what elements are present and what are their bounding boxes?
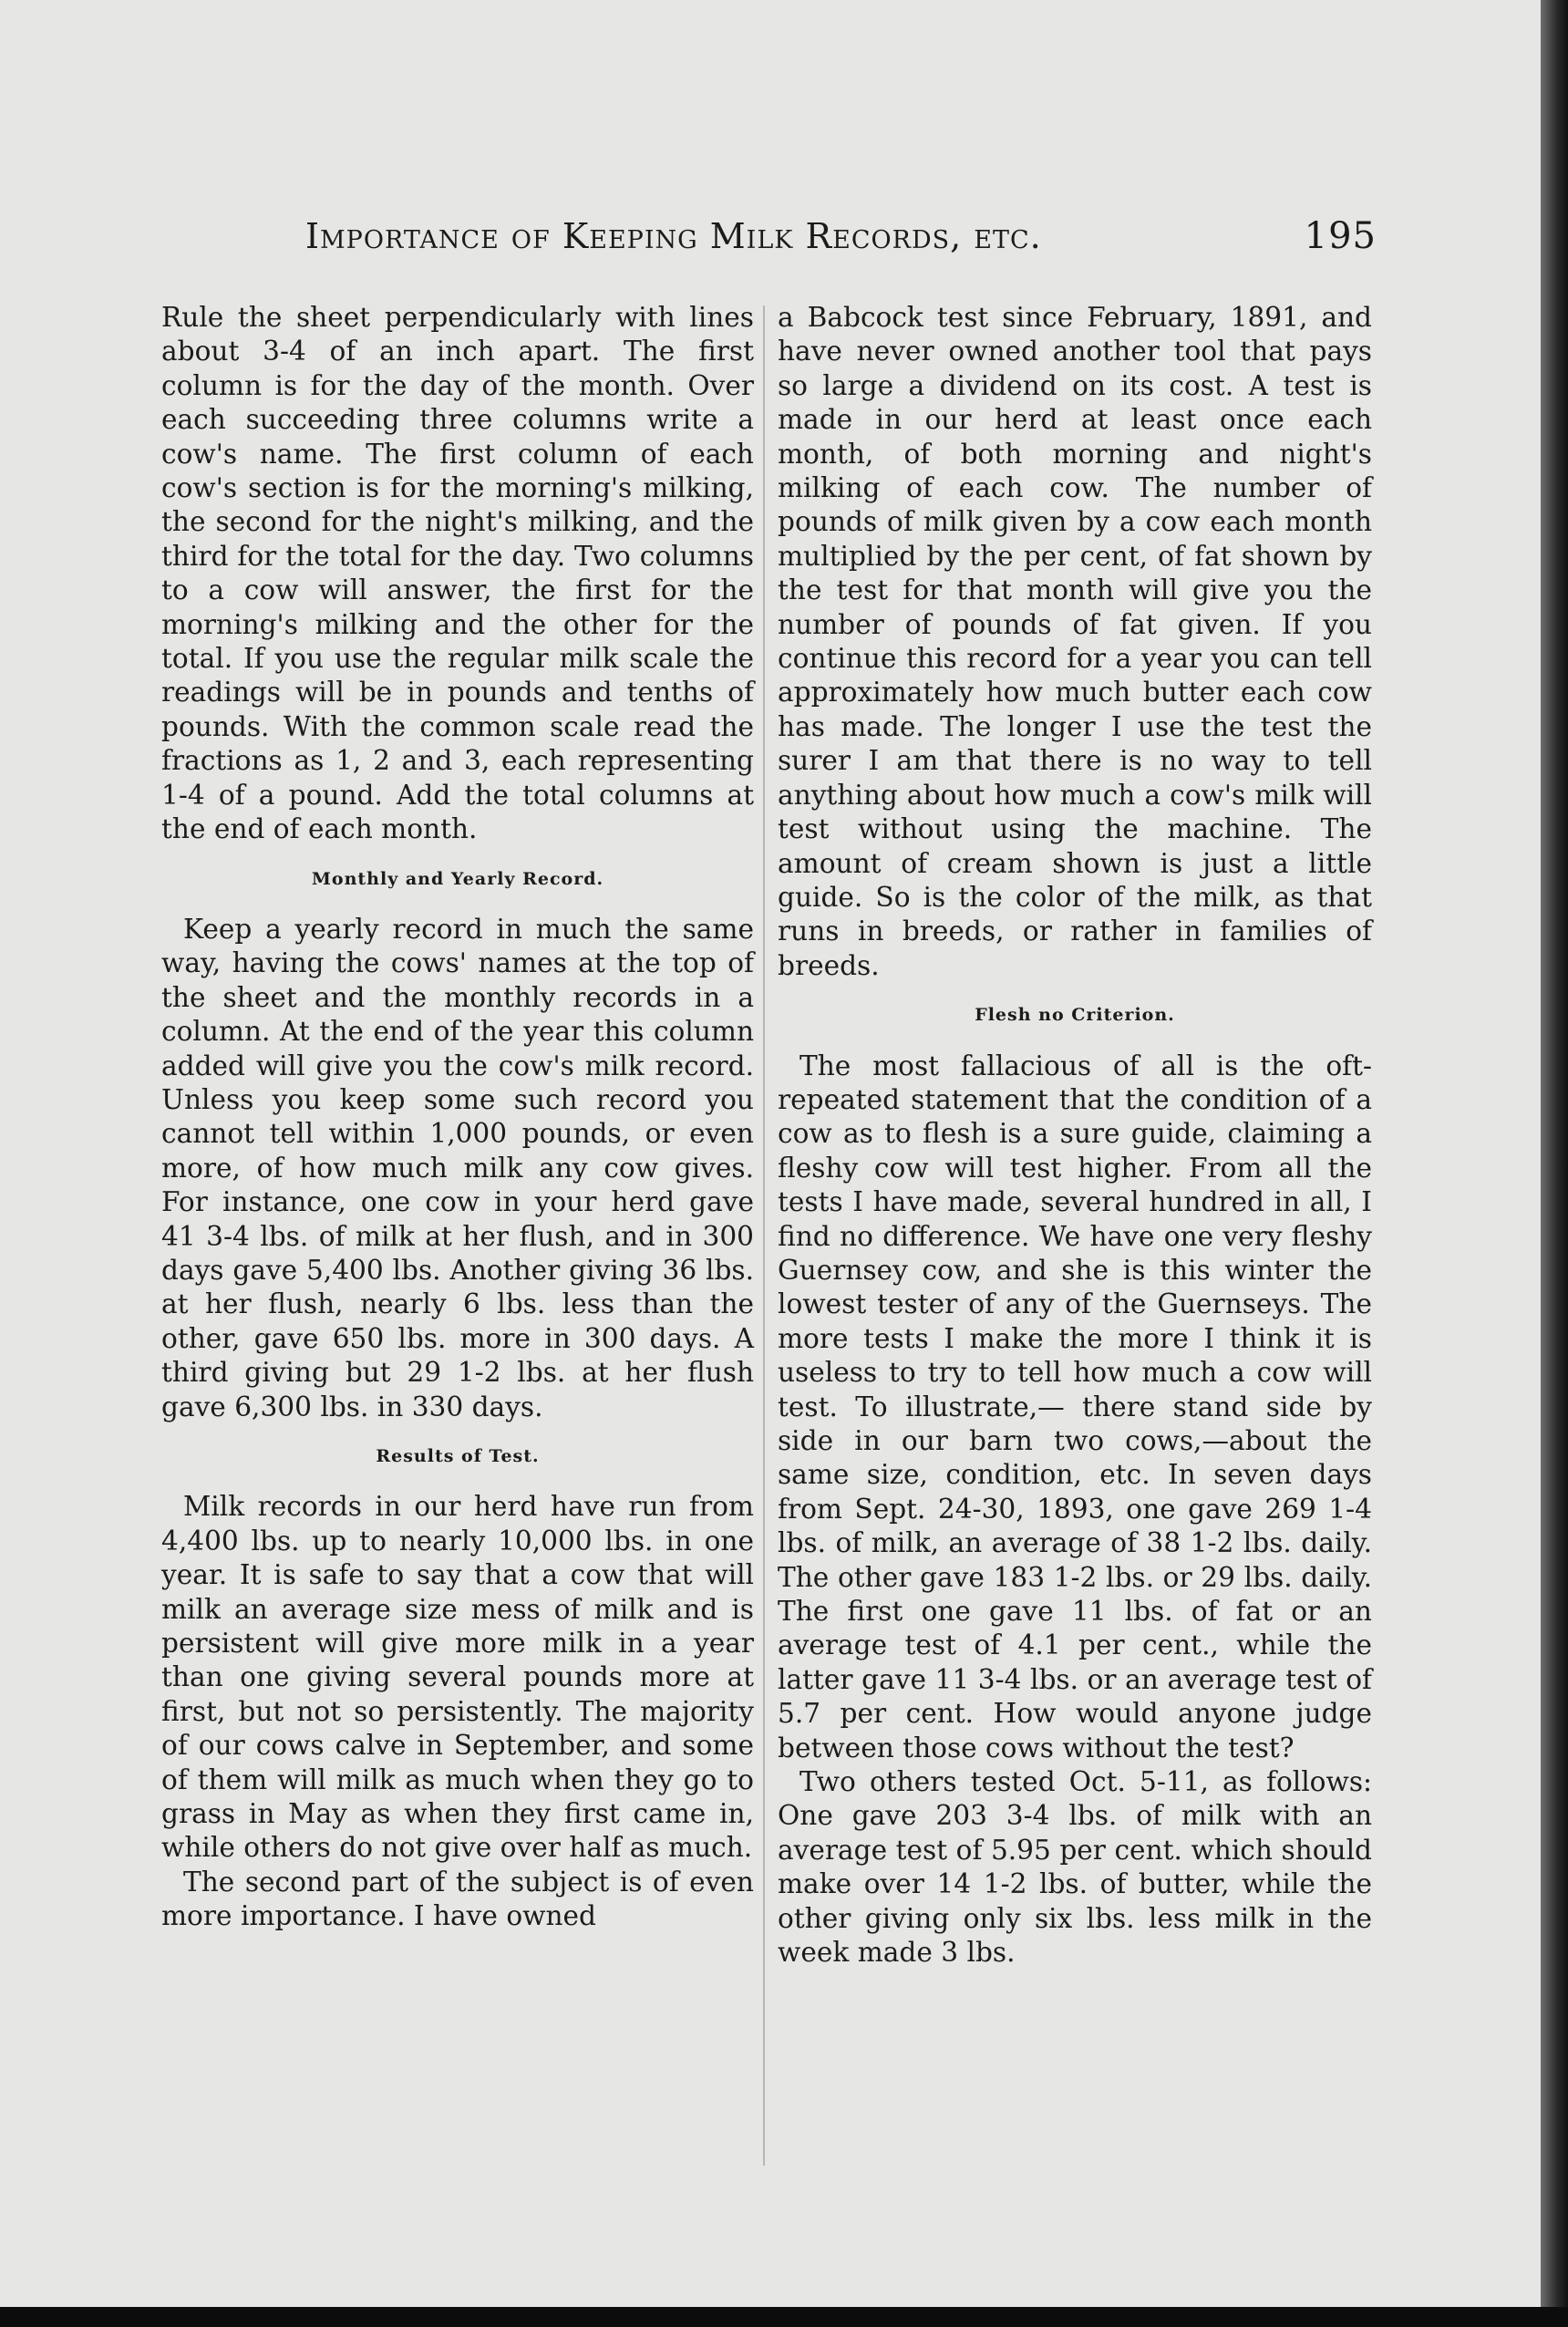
paragraph: The most fallacious of all is the oft-repeated statement that the condition of a cow as to flesh is a sure guide, claiming a fleshy cow will test higher. From all the tests I have made, several hundred in all, I find no difference. We have one very fleshy Guernsey cow, and she is this winter the lowest tester of any of the Guernseys. The more tests I make the more I think it is useless to try to tell how much a cow will test. To illustrate,— there stand side by side in our barn two cows,—about the same size, condition, etc. In seven days from Sept. 24-30, 1893, one gave 269 1-4 lbs. of milk, an average of 38 1-2 lbs. daily. The other gave 183 1-2 lbs. or 29 lbs. daily. The first one gave 11 lbs. of fat or an average test of 4.1 per cent., while the latter gave 11 3-4 lbs. or an average test of 5.7 per cent. How would anyone judge between those cows without the test? (778, 1050, 1372, 1763)
paragraph: a Babcock test since February, 1891, and have never owned another tool that pays so large a dividend on its cost. A test is made in our herd at least once each month, of both morning and night's milking of each cow. The number of pounds of milk given by a cow each month multiplied by the per cent, of fat shown by the test for that month will give you the number of pounds of fat given. If you continue this record for a year you can tell approximately how much butter each cow has made. The longer I use the test the surer I am that there is no way to tell anything about how much a cow's milk will test without using the machine. The amount of cream shown is just a little guide. So is the color of the milk, as that runs in breeds, or rather in families of breeds. (778, 302, 1372, 981)
running-title: Importance of Keeping Milk Records, etc. (305, 216, 1042, 256)
section-heading-results-of-test: Results of Test. (376, 1446, 540, 1466)
page-number: 195 (1304, 215, 1377, 257)
paragraph: The second part of the subject is of even more importance. I have owned (161, 1866, 754, 1932)
section-heading-monthly-yearly-record: Monthly and Yearly Record. (311, 868, 604, 889)
paragraph: Rule the sheet perpendicularly with lines about 3-4 of an inch apart. The first column is for the day of the month. Over each succeeding three columns write a cow's name. The first column of each cow's section is for the morning's milking, the second for the night's milking, and the third for the total for the day. Two columns to a cow will answer, the first for the morning's milking and the other for the total. If you use the regular milk scale the readings will be in pounds and tenths of pounds. With the common scale read the fractions as 1, 2 and 3, each representing 1-4 of a pound. Add the total columns at the end of each month. (161, 302, 754, 845)
scan-border (0, 2307, 1568, 2327)
right-column (778, 301, 1372, 1970)
column-divider (763, 305, 765, 2166)
paragraph: Two others tested Oct. 5-11, as follows: One gave 203 3-4 lbs. of milk with an average test of 5.95 per cent. which should make over 14 1-2 lbs. of butter, while the other giving only six lbs. less milk in the week made 3 lbs. (778, 1766, 1372, 1969)
paragraph: Milk records in our herd have run from 4,400 lbs. up to nearly 10,000 lbs. in one year. It is safe to say that a cow that will milk an average size mess of milk and is persistent will give more milk in a year than one giving several pounds more at first, but not so persistently. The majority of our cows calve in September, and some of them will milk as much when they go to grass in May as when they first came in, while others do not give over half as much. (161, 1491, 754, 1864)
left-column (161, 301, 754, 1934)
paragraph: Keep a yearly record in much the same way, having the cows' names at the top of the sheet and the monthly records in a column. At the end of the year this column added will give you the cow's milk record. Unless you keep some such record you cannot tell within 1,000 pounds, or even more, of how much milk any cow gives. For instance, one cow in your herd gave 41 3-4 lbs. of milk at her flush, and in 300 days gave 5,400 lbs. Another giving 36 lbs. at her flush, nearly 6 lbs. less than the other, gave 650 lbs. more in 300 days. A third giving but 29 1-2 lbs. at her flush gave 6,300 lbs. in 330 days. (161, 913, 754, 1422)
page-edge-shadow (1541, 0, 1568, 2327)
section-heading-flesh-no-criterion: Flesh no Criterion. (975, 1005, 1175, 1026)
running-head (305, 215, 1377, 257)
